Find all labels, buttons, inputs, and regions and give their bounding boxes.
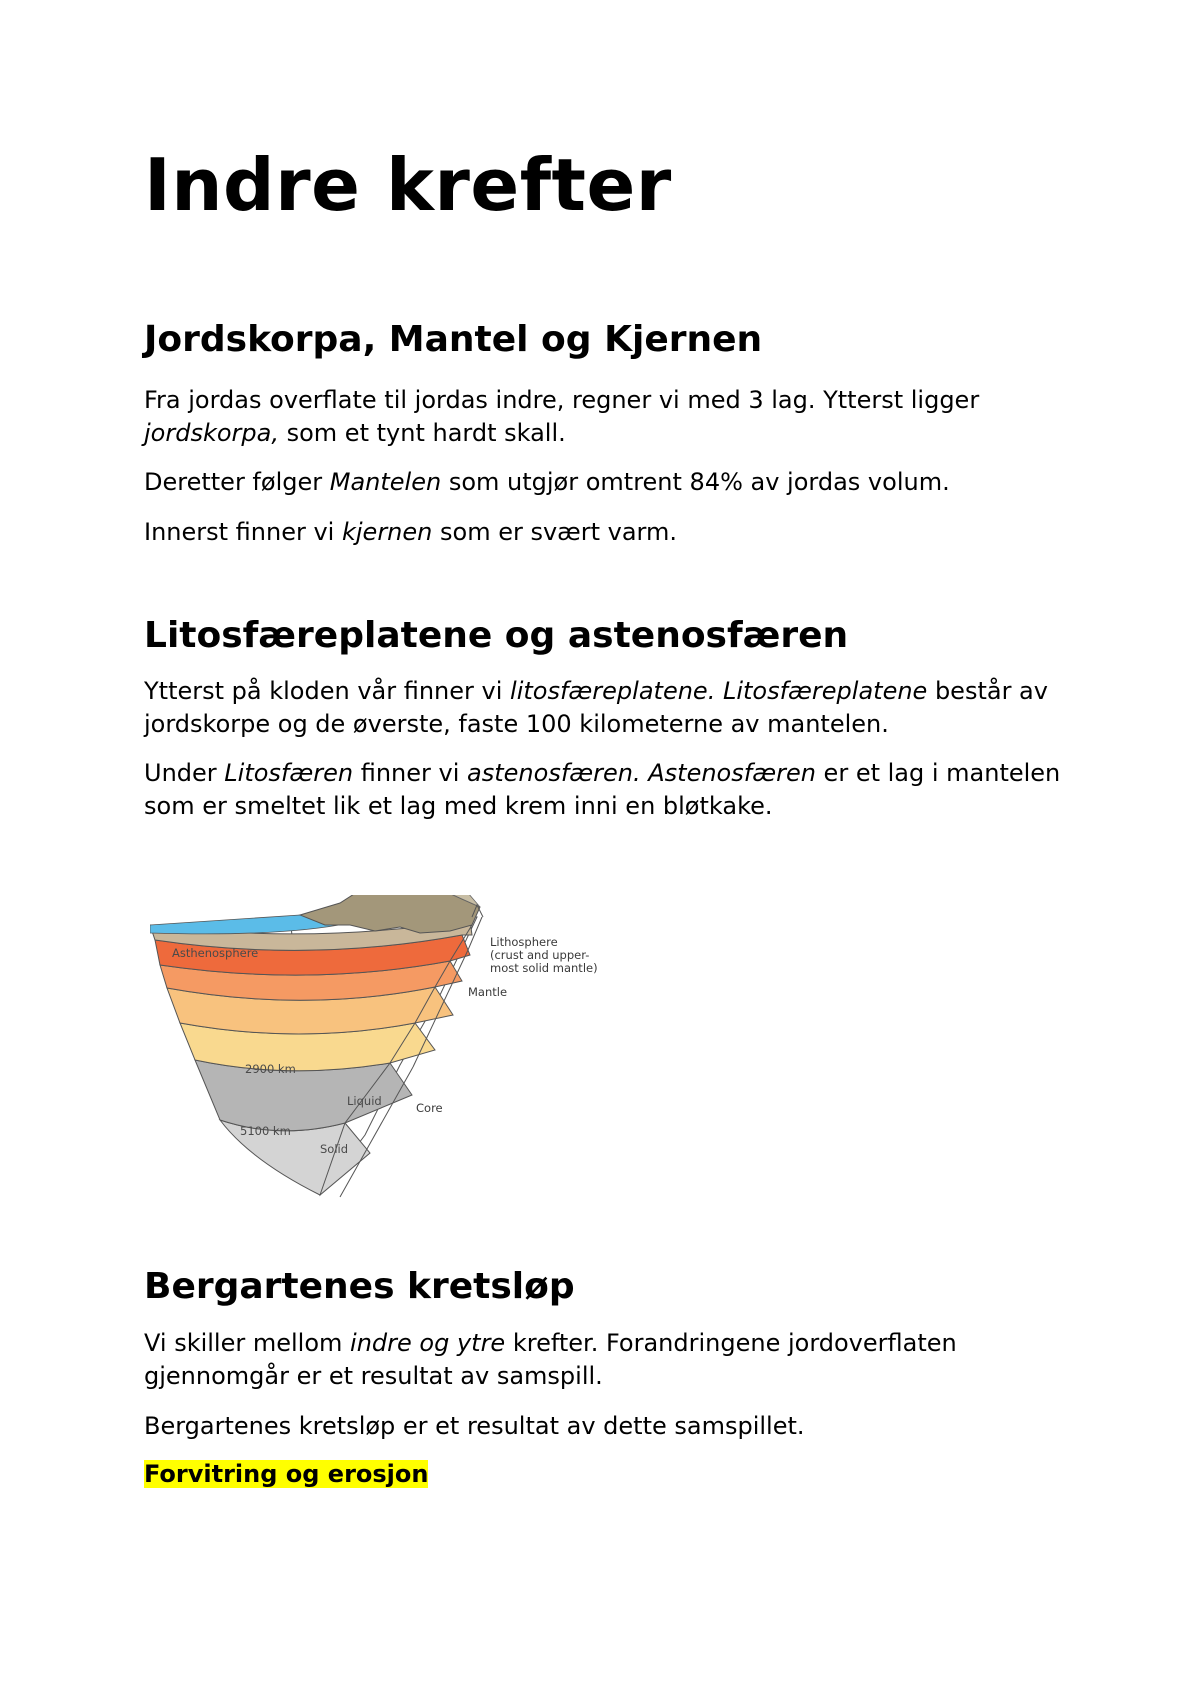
text: krefter. Forandringene jordoverflaten gjennomgår er et resultat av samspill.: [144, 1329, 957, 1390]
text: Deretter følger: [144, 468, 330, 496]
em-litosfaereplatene: litosfæreplatene. Litosfæreplatene: [510, 677, 928, 705]
earth-layers-svg: [150, 895, 620, 1205]
text: finner vi: [353, 759, 468, 787]
text: Under: [144, 759, 225, 787]
paragraph-astenosfaeren: [144, 757, 1084, 823]
earth-layers-diagram: [150, 895, 620, 1205]
text: Ytterst på kloden vår finner vi: [144, 677, 511, 705]
text: Innerst finner vi: [144, 518, 342, 546]
em-mantelen: Mantelen: [329, 468, 442, 496]
text: som et tynt hardt skall.: [278, 419, 566, 447]
em-indre-ytre: indre og ytre: [350, 1329, 506, 1357]
text: som er svært varm.: [432, 518, 678, 546]
heading-litosfaere: Litosfæreplatene og astenosfæren: [144, 615, 849, 656]
paragraph-krefter: [144, 1327, 1084, 1393]
em-litosfaeren: Litosfæren: [224, 759, 354, 787]
em-kjernen: kjernen: [341, 518, 433, 546]
text: består av jordskorpe og de øverste, faste 100 kilometerne av mantelen.: [144, 677, 1048, 738]
label-mantle: Mantle: [468, 985, 508, 999]
text: som utgjør omtrent 84% av jordas volum.: [441, 468, 950, 496]
text: er et lag i mantelen som er smeltet lik et lag med krem inni en bløtkake.: [144, 759, 1061, 820]
paragraph-kretslop: Bergartenes kretsløp er et resultat av dette samspillet.: [144, 1412, 805, 1440]
highlight-paragraph: [144, 1458, 1084, 1491]
paragraph-kjernen: [144, 516, 1084, 549]
label-depth-5100: 5100 km: [240, 1124, 291, 1138]
label-solid: Solid: [320, 1142, 349, 1156]
paragraph-litosfaereplatene: [144, 675, 1084, 741]
paragraph-layers: [144, 384, 1084, 450]
heading-bergartenes: Bergartenes kretsløp: [144, 1266, 575, 1307]
label-lithosphere: Lithosphere: [490, 935, 558, 949]
highlight-forvitring: Forvitring og erosjon: [144, 1460, 429, 1488]
label-lithosphere-desc-1: (crust and upper-: [490, 948, 590, 962]
text: Fra jordas overflate til jordas indre, regner vi med 3 lag. Ytterst ligger: [144, 386, 980, 414]
label-asthenosphere: Asthenosphere: [172, 946, 259, 960]
paragraph-mantel: [144, 466, 1084, 499]
label-lithosphere-desc-2: most solid mantle): [490, 961, 598, 975]
label-liquid: Liquid: [347, 1094, 382, 1108]
label-depth-2900: 2900 km: [245, 1062, 296, 1076]
label-core: Core: [416, 1101, 443, 1115]
em-jordskorpa: jordskorpa,: [144, 419, 279, 447]
em-astenosfaeren: astenosfæren. Astenosfæren: [467, 759, 816, 787]
page-title: Indre krefter: [144, 143, 672, 227]
heading-jordskorpa: Jordskorpa, Mantel og Kjernen: [144, 319, 763, 360]
text: Vi skiller mellom: [144, 1329, 351, 1357]
